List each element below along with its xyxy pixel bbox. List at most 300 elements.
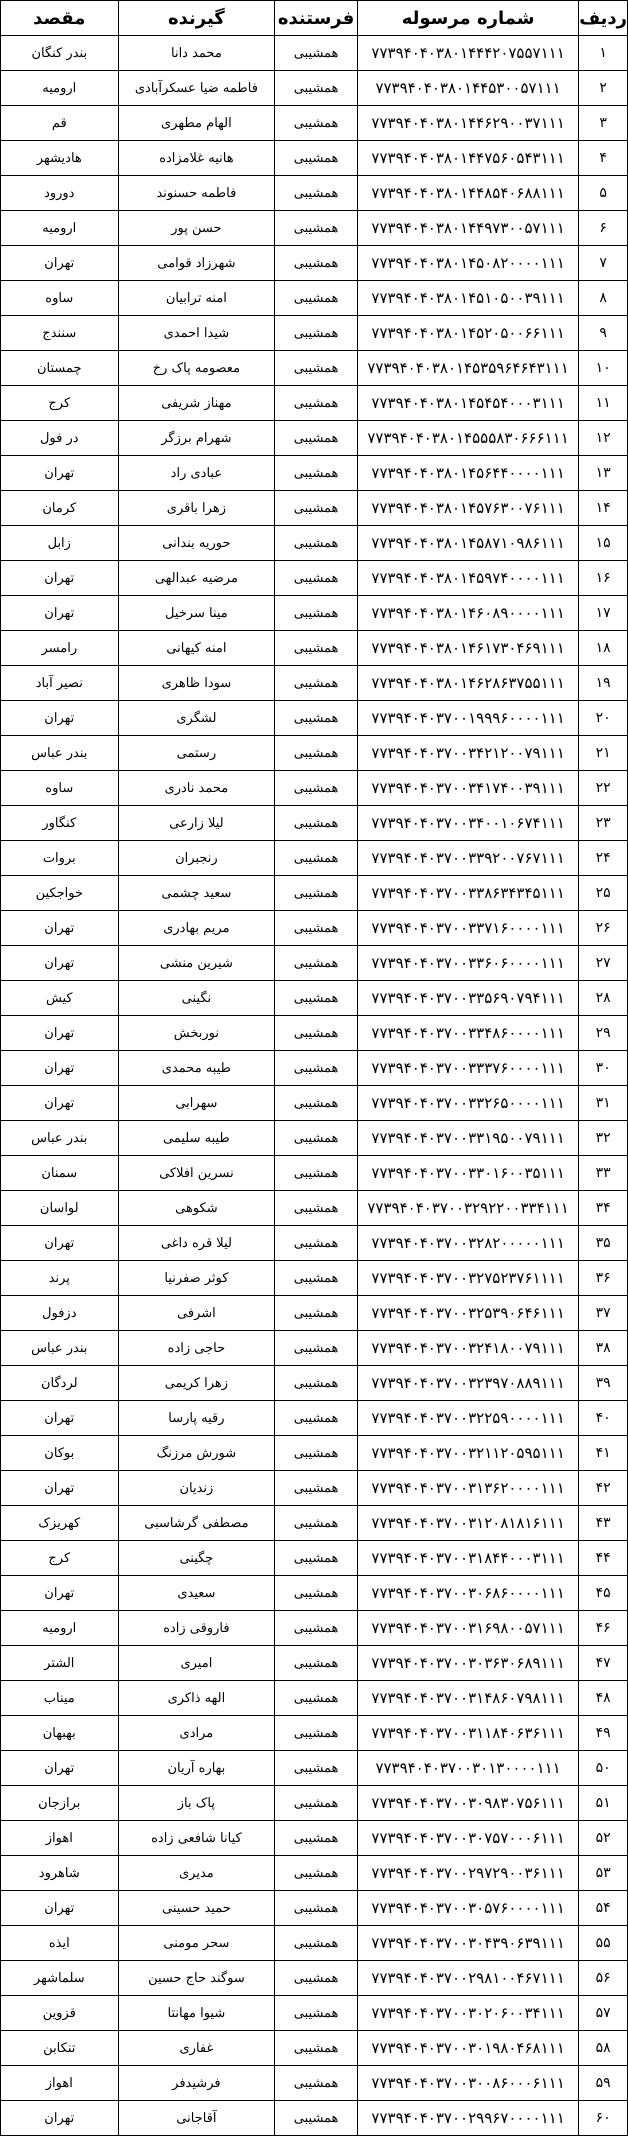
cell-sender: همشیبی [275,316,358,351]
table-row [1,106,628,141]
table-row [1,1191,628,1226]
cell-tracking-number: ۷۷۳۹۴۰۴۰۳۷۰۰۳۱۸۴۴۰۰۰۳۱۱۱ [357,1541,578,1576]
cell-index: ۱۲ [579,421,628,456]
cell-destination: در فول [1,421,119,456]
cell-index: ۷ [579,246,628,281]
cell-sender: همشیبی [275,1646,358,1681]
table-row [1,456,628,491]
cell-sender: همشیبی [275,1926,358,1961]
cell-index: ۲۱ [579,736,628,771]
cell-destination: تهران [1,456,119,491]
cell-destination: کیش [1,981,119,1016]
cell-tracking-number: ۷۷۳۹۴۰۴۰۳۸۰۱۴۶۰۸۹۰۰۰۰۱۱۱ [357,596,578,631]
cell-receiver: شورش مرزنگ [118,1436,275,1471]
cell-tracking-number: ۷۷۳۹۴۰۴۰۳۷۰۰۳۳۳۷۶۰۰۰۰۱۱۱ [357,1051,578,1086]
cell-receiver: امنه ترابیان [118,281,275,316]
cell-destination: تهران [1,911,119,946]
cell-sender: همشیبی [275,1611,358,1646]
table-row [1,1576,628,1611]
table-row [1,1611,628,1646]
cell-receiver: نوربخش [118,1016,275,1051]
cell-destination: کرمان [1,491,119,526]
cell-index: ۳۱ [579,1086,628,1121]
header-tracking: شماره مرسوله [357,1,578,36]
cell-index: ۵۱ [579,1786,628,1821]
table-row [1,1086,628,1121]
cell-index: ۵۶ [579,1961,628,1996]
cell-sender: همشیبی [275,421,358,456]
cell-destination: بندر عباس [1,1331,119,1366]
cell-destination: سلماشهر [1,1961,119,1996]
cell-tracking-number: ۷۷۳۹۴۰۴۰۳۷۰۰۳۱۲۰۸۱۸۱۶۱۱۱ [357,1506,578,1541]
cell-destination: اهواز [1,2066,119,2101]
header-row [1,1,628,36]
cell-receiver: حوریه بندانی [118,526,275,561]
cell-tracking-number: ۷۷۳۹۴۰۴۰۳۷۰۰۳۲۹۲۲۰۰۳۳۴۱۱۱ [357,1191,578,1226]
cell-destination: تنکابن [1,2031,119,2066]
cell-sender: همشیبی [275,1891,358,1926]
cell-receiver: شیدا احمدی [118,316,275,351]
cell-destination: زابل [1,526,119,561]
cell-receiver: مدیری [118,1856,275,1891]
cell-sender: همشیبی [275,1401,358,1436]
cell-sender: همشیبی [275,736,358,771]
cell-receiver: سحر مومنی [118,1926,275,1961]
table-row [1,421,628,456]
cell-sender: همشیبی [275,491,358,526]
table-row [1,666,628,701]
cell-index: ۳۷ [579,1296,628,1331]
cell-index: ۵۳ [579,1856,628,1891]
cell-receiver: شهرام برزگر [118,421,275,456]
table-row [1,141,628,176]
cell-tracking-number: ۷۷۳۹۴۰۴۰۳۷۰۰۳۳۶۰۶۰۰۰۰۱۱۱ [357,946,578,981]
table-row [1,1051,628,1086]
table-row [1,1471,628,1506]
cell-sender: همشیبی [275,2101,358,2136]
table-row [1,1506,628,1541]
cell-destination: ساوه [1,281,119,316]
table-row [1,911,628,946]
cell-receiver: لشگری [118,701,275,736]
table-row [1,71,628,106]
cell-destination: تهران [1,1891,119,1926]
cell-index: ۵ [579,176,628,211]
cell-tracking-number: ۷۷۳۹۴۰۴۰۳۸۰۱۴۴۴۲۰۷۵۵۷۱۱۱ [357,36,578,71]
cell-destination: قم [1,106,119,141]
cell-sender: همشیبی [275,701,358,736]
table-row [1,1786,628,1821]
cell-receiver: سعیدی [118,1576,275,1611]
cell-sender: همشیبی [275,1226,358,1261]
cell-tracking-number: ۷۷۳۹۴۰۴۰۳۷۰۰۳۱۶۹۸۰۰۵۷۱۱۱ [357,1611,578,1646]
table-row [1,1961,628,1996]
cell-tracking-number: ۷۷۳۹۴۰۴۰۳۸۰۱۴۴۶۲۹۰۰۳۷۱۱۱ [357,106,578,141]
cell-receiver: طیبه سلیمی [118,1121,275,1156]
cell-receiver: بهاره آریان [118,1751,275,1786]
cell-receiver: فرشیدفر [118,2066,275,2101]
header-receiver: گیرنده [118,1,275,36]
cell-tracking-number: ۷۷۳۹۴۰۴۰۳۷۰۰۳۰۱۹۸۰۴۶۸۱۱۱ [357,2031,578,2066]
table-row [1,946,628,981]
cell-receiver: حاجی زاده [118,1331,275,1366]
cell-receiver: مهناز شریفی [118,386,275,421]
cell-index: ۳ [579,106,628,141]
cell-sender: همشیبی [275,71,358,106]
cell-sender: همشیبی [275,981,358,1016]
cell-destination: تهران [1,1471,119,1506]
cell-tracking-number: ۷۷۳۹۴۰۴۰۳۷۰۰۳۴۱۷۴۰۰۳۹۱۱۱ [357,771,578,806]
cell-tracking-number: ۷۷۳۹۴۰۴۰۳۷۰۰۳۱۴۸۶۰۷۹۸۱۱۱ [357,1681,578,1716]
cell-receiver: رنجبران [118,841,275,876]
header-destination: مقصد [1,1,119,36]
cell-sender: همشیبی [275,1856,358,1891]
cell-tracking-number: ۷۷۳۹۴۰۴۰۳۷۰۰۳۱۳۶۲۰۰۰۰۱۱۱ [357,1471,578,1506]
table-row [1,246,628,281]
table-row [1,561,628,596]
cell-index: ۳۳ [579,1156,628,1191]
cell-destination: تهران [1,561,119,596]
cell-receiver: الهه ذاکری [118,1681,275,1716]
cell-receiver: غفاری [118,2031,275,2066]
cell-destination: الشتر [1,1646,119,1681]
cell-tracking-number: ۷۷۳۹۴۰۴۰۳۸۰۱۴۵۷۶۳۰۰۷۶۱۱۱ [357,491,578,526]
cell-tracking-number: ۷۷۳۹۴۰۴۰۳۷۰۰۳۳۵۶۹۰۷۹۴۱۱۱ [357,981,578,1016]
cell-destination: ساوه [1,771,119,806]
cell-destination: بندر عباس [1,736,119,771]
cell-sender: همشیبی [275,876,358,911]
table-row [1,1996,628,2031]
cell-tracking-number: ۷۷۳۹۴۰۴۰۳۷۰۰۳۳۹۲۰۰۷۶۷۱۱۱ [357,841,578,876]
cell-tracking-number: ۷۷۳۹۴۰۴۰۳۷۰۰۳۴۲۱۲۰۰۷۹۱۱۱ [357,736,578,771]
cell-sender: همشیبی [275,386,358,421]
cell-tracking-number: ۷۷۳۹۴۰۴۰۳۷۰۰۳۲۱۱۲۰۵۹۵۱۱۱ [357,1436,578,1471]
cell-index: ۴۹ [579,1716,628,1751]
cell-index: ۳۹ [579,1366,628,1401]
cell-receiver: الهام مطهری [118,106,275,141]
cell-destination: تهران [1,1401,119,1436]
table-row [1,1226,628,1261]
cell-sender: همشیبی [275,176,358,211]
cell-destination: تهران [1,1576,119,1611]
table-row [1,806,628,841]
cell-destination: ارومیه [1,71,119,106]
cell-receiver: شهرزاد قوامی [118,246,275,281]
cell-index: ۳۲ [579,1121,628,1156]
cell-index: ۹ [579,316,628,351]
cell-receiver: مصطفی گرشاسبی [118,1506,275,1541]
cell-receiver: زندیان [118,1471,275,1506]
cell-sender: همشیبی [275,1191,358,1226]
cell-tracking-number: ۷۷۳۹۴۰۴۰۳۷۰۰۳۰۵۷۶۰۰۰۰۱۱۱ [357,1891,578,1926]
cell-tracking-number: ۷۷۳۹۴۰۴۰۳۷۰۰۳۲۳۹۷۰۸۸۹۱۱۱ [357,1366,578,1401]
cell-tracking-number: ۷۷۳۹۴۰۴۰۳۷۰۰۳۰۰۸۶۰۰۰۶۱۱۱ [357,2066,578,2101]
cell-sender: همشیبی [275,596,358,631]
table-row [1,351,628,386]
table-row [1,386,628,421]
cell-index: ۴۴ [579,1541,628,1576]
cell-destination: کرج [1,386,119,421]
cell-tracking-number: ۷۷۳۹۴۰۴۰۳۸۰۱۴۵۱۰۵۰۰۳۹۱۱۱ [357,281,578,316]
cell-receiver: نسرین افلاکی [118,1156,275,1191]
cell-index: ۴۲ [579,1471,628,1506]
cell-index: ۸ [579,281,628,316]
table-row [1,2066,628,2101]
cell-sender: همشیبی [275,246,358,281]
cell-index: ۲۰ [579,701,628,736]
table-body [1,36,628,2136]
cell-tracking-number: ۷۷۳۹۴۰۴۰۳۸۰۱۴۵۳۵۹۶۴۶۴۳۱۱۱ [357,351,578,386]
cell-sender: همشیبی [275,1541,358,1576]
table-row [1,1821,628,1856]
cell-index: ۱۵ [579,526,628,561]
cell-sender: همشیبی [275,1156,358,1191]
cell-destination: لواسان [1,1191,119,1226]
cell-tracking-number: ۷۷۳۹۴۰۴۰۳۷۰۰۳۰۹۸۳۰۷۵۶۱۱۱ [357,1786,578,1821]
table-row [1,36,628,71]
cell-receiver: سودا ظاهری [118,666,275,701]
table-row [1,736,628,771]
cell-tracking-number: ۷۷۳۹۴۰۴۰۳۸۰۱۴۴۸۵۴۰۶۸۸۱۱۱ [357,176,578,211]
cell-receiver: شکوهی [118,1191,275,1226]
cell-tracking-number: ۷۷۳۹۴۰۴۰۳۸۰۱۴۵۹۷۴۰۰۰۰۱۱۱ [357,561,578,596]
cell-destination: برازجان [1,1786,119,1821]
cell-index: ۴۸ [579,1681,628,1716]
cell-index: ۴۵ [579,1576,628,1611]
cell-tracking-number: ۷۷۳۹۴۰۴۰۳۸۰۱۴۴۷۵۶۰۵۴۳۱۱۱ [357,141,578,176]
cell-destination: تهران [1,1051,119,1086]
cell-index: ۲۳ [579,806,628,841]
cell-index: ۲۶ [579,911,628,946]
cell-tracking-number: ۷۷۳۹۴۰۴۰۳۷۰۰۳۲۴۱۸۰۰۷۹۱۱۱ [357,1331,578,1366]
cell-receiver: کیانا شافعی زاده [118,1821,275,1856]
table-row [1,1541,628,1576]
cell-receiver: زهرا کریمی [118,1366,275,1401]
cell-destination: هادیشهر [1,141,119,176]
table-row [1,176,628,211]
cell-tracking-number: ۷۷۳۹۴۰۴۰۳۷۰۰۳۰۳۶۳۰۶۸۹۱۱۱ [357,1646,578,1681]
cell-destination: کهریزک [1,1506,119,1541]
cell-index: ۳۸ [579,1331,628,1366]
cell-receiver: مرادی [118,1716,275,1751]
cell-sender: همشیبی [275,1051,358,1086]
table-row [1,1751,628,1786]
table-row [1,1716,628,1751]
cell-index: ۳۴ [579,1191,628,1226]
cell-tracking-number: ۷۷۳۹۴۰۴۰۳۷۰۰۳۲۵۳۹۰۶۴۶۱۱۱ [357,1296,578,1331]
cell-index: ۵۵ [579,1926,628,1961]
cell-index: ۵۹ [579,2066,628,2101]
cell-destination: قزوین [1,1996,119,2031]
cell-destination: چمستان [1,351,119,386]
cell-index: ۵۲ [579,1821,628,1856]
cell-sender: همشیبی [275,1296,358,1331]
cell-tracking-number: ۷۷۳۹۴۰۴۰۳۷۰۰۳۱۱۸۴۰۶۳۶۱۱۱ [357,1716,578,1751]
cell-index: ۵۴ [579,1891,628,1926]
cell-index: ۱۸ [579,631,628,666]
cell-sender: همشیبی [275,1471,358,1506]
cell-tracking-number: ۷۷۳۹۴۰۴۰۳۷۰۰۳۳۷۱۶۰۰۰۰۱۱۱ [357,911,578,946]
cell-destination: ارومیه [1,211,119,246]
cell-receiver: آقاجانی [118,2101,275,2136]
table-row [1,1926,628,1961]
table-row [1,876,628,911]
cell-index: ۲ [579,71,628,106]
cell-tracking-number: ۷۷۳۹۴۰۴۰۳۸۰۱۴۵۲۰۵۰۰۶۶۱۱۱ [357,316,578,351]
cell-tracking-number: ۷۷۳۹۴۰۴۰۳۸۰۱۴۵۵۵۸۳۰۶۶۶۱۱۱ [357,421,578,456]
cell-index: ۱۱ [579,386,628,421]
cell-tracking-number: ۷۷۳۹۴۰۴۰۳۷۰۰۳۰۶۸۶۰۰۰۰۱۱۱ [357,1576,578,1611]
table-row [1,1156,628,1191]
cell-tracking-number: ۷۷۳۹۴۰۴۰۳۷۰۰۲۹۸۱۰۰۴۶۷۱۱۱ [357,1961,578,1996]
cell-index: ۵۰ [579,1751,628,1786]
cell-sender: همشیبی [275,2066,358,2101]
table-row [1,1646,628,1681]
cell-sender: همشیبی [275,351,358,386]
cell-sender: همشیبی [275,1681,358,1716]
cell-sender: همشیبی [275,841,358,876]
cell-receiver: سوگند حاج حسین [118,1961,275,1996]
cell-sender: همشیبی [275,456,358,491]
cell-destination: تهران [1,1226,119,1261]
table-row [1,1401,628,1436]
table-row [1,771,628,806]
cell-receiver: رستمی [118,736,275,771]
cell-sender: همشیبی [275,2031,358,2066]
cell-sender: همشیبی [275,36,358,71]
cell-tracking-number: ۷۷۳۹۴۰۴۰۳۸۰۱۴۵۴۵۴۰۰۰۳۱۱۱ [357,386,578,421]
cell-index: ۴۶ [579,1611,628,1646]
cell-sender: همشیبی [275,1751,358,1786]
cell-tracking-number: ۷۷۳۹۴۰۴۰۳۷۰۰۳۰۲۰۶۰۰۳۴۱۱۱ [357,1996,578,2031]
cell-destination: تهران [1,1751,119,1786]
cell-sender: همشیبی [275,1261,358,1296]
header-sender: فرستنده [275,1,358,36]
cell-tracking-number: ۷۷۳۹۴۰۴۰۳۷۰۰۳۲۷۵۲۳۷۶۱۱۱۱ [357,1261,578,1296]
cell-index: ۴۱ [579,1436,628,1471]
cell-destination: پرند [1,1261,119,1296]
cell-index: ۳۵ [579,1226,628,1261]
cell-sender: همشیبی [275,1996,358,2031]
cell-receiver: لیلا قره داغی [118,1226,275,1261]
cell-destination: تهران [1,1086,119,1121]
cell-receiver: فاطمه ضیا عسکرآبادی [118,71,275,106]
cell-destination: کرج [1,1541,119,1576]
cell-sender: همشیبی [275,1961,358,1996]
cell-tracking-number: ۷۷۳۹۴۰۴۰۳۷۰۰۳۰۴۳۹۰۶۳۹۱۱۱ [357,1926,578,1961]
table-row [1,1856,628,1891]
cell-tracking-number: ۷۷۳۹۴۰۴۰۳۷۰۰۳۴۰۰۱۰۶۷۴۱۱۱ [357,806,578,841]
cell-receiver: هانیه غلامزاده [118,141,275,176]
cell-index: ۱۶ [579,561,628,596]
cell-receiver: معصومه پاک رخ [118,351,275,386]
cell-receiver: مینا سرخیل [118,596,275,631]
table-row [1,1436,628,1471]
cell-destination: ارومیه [1,1611,119,1646]
cell-destination: بهبهان [1,1716,119,1751]
table-row [1,701,628,736]
cell-receiver: مرضیه عبدالهی [118,561,275,596]
cell-tracking-number: ۷۷۳۹۴۰۴۰۳۷۰۰۳۲۲۵۹۰۰۰۰۱۱۱ [357,1401,578,1436]
cell-receiver: فاروقی زاده [118,1611,275,1646]
cell-destination: رامسر [1,631,119,666]
cell-receiver: لیلا زارعی [118,806,275,841]
cell-receiver: فاطمه حسنوند [118,176,275,211]
cell-receiver: امیری [118,1646,275,1681]
cell-sender: همشیبی [275,1786,358,1821]
cell-receiver: اشرفی [118,1296,275,1331]
cell-receiver: محمد دانا [118,36,275,71]
cell-receiver: سعید چشمی [118,876,275,911]
cell-sender: همشیبی [275,561,358,596]
table-row [1,981,628,1016]
table-row [1,1681,628,1716]
cell-receiver: رقیه پارسا [118,1401,275,1436]
cell-destination: نصیر آباد [1,666,119,701]
cell-index: ۶ [579,211,628,246]
table-row [1,281,628,316]
cell-index: ۴۰ [579,1401,628,1436]
table-row [1,841,628,876]
cell-sender: همشیبی [275,911,358,946]
table-row [1,2101,628,2136]
cell-index: ۴۷ [579,1646,628,1681]
cell-tracking-number: ۷۷۳۹۴۰۴۰۳۷۰۰۳۲۸۲۰۰۰۰۰۱۱۱ [357,1226,578,1261]
cell-tracking-number: ۷۷۳۹۴۰۴۰۳۸۰۱۴۵۸۷۱۰۹۸۶۱۱۱ [357,526,578,561]
cell-tracking-number: ۷۷۳۹۴۰۴۰۳۷۰۰۲۹۹۶۷۰۰۰۰۱۱۱ [357,2101,578,2136]
table-row [1,1366,628,1401]
cell-sender: همشیبی [275,1121,358,1156]
cell-tracking-number: ۷۷۳۹۴۰۴۰۳۷۰۰۱۹۹۹۶۰۰۰۰۱۱۱ [357,701,578,736]
table-row [1,316,628,351]
cell-tracking-number: ۷۷۳۹۴۰۴۰۳۸۰۱۴۵۰۸۲۰۰۰۰۱۱۱ [357,246,578,281]
cell-destination: ایذه [1,1926,119,1961]
cell-index: ۵۷ [579,1996,628,2031]
cell-receiver: طیبه محمدی [118,1051,275,1086]
table-row [1,596,628,631]
cell-index: ۱ [579,36,628,71]
cell-receiver: نگینی [118,981,275,1016]
cell-sender: همشیبی [275,946,358,981]
cell-sender: همشیبی [275,1821,358,1856]
cell-destination: سنندج [1,316,119,351]
cell-index: ۱۹ [579,666,628,701]
cell-destination: دورود [1,176,119,211]
cell-receiver: زهرا باقری [118,491,275,526]
cell-destination: دزفول [1,1296,119,1331]
table-row [1,491,628,526]
cell-sender: همشیبی [275,666,358,701]
cell-destination: تهران [1,596,119,631]
cell-sender: همشیبی [275,1366,358,1401]
cell-tracking-number: ۷۷۳۹۴۰۴۰۳۷۰۰۳۳۴۸۶۰۰۰۰۱۱۱ [357,1016,578,1051]
cell-destination: تهران [1,946,119,981]
cell-index: ۵۸ [579,2031,628,2066]
cell-tracking-number: ۷۷۳۹۴۰۴۰۳۷۰۰۲۹۷۲۹۰۰۳۶۱۱۱ [357,1856,578,1891]
header-index: ردیف [579,1,628,36]
cell-receiver: سهرابی [118,1086,275,1121]
cell-sender: همشیبی [275,1331,358,1366]
cell-sender: همشیبی [275,1576,358,1611]
cell-sender: همشیبی [275,1436,358,1471]
cell-sender: همشیبی [275,1016,358,1051]
cell-destination: تهران [1,246,119,281]
cell-index: ۱۷ [579,596,628,631]
table-row [1,1891,628,1926]
cell-index: ۲۸ [579,981,628,1016]
cell-destination: میناب [1,1681,119,1716]
cell-index: ۲۹ [579,1016,628,1051]
